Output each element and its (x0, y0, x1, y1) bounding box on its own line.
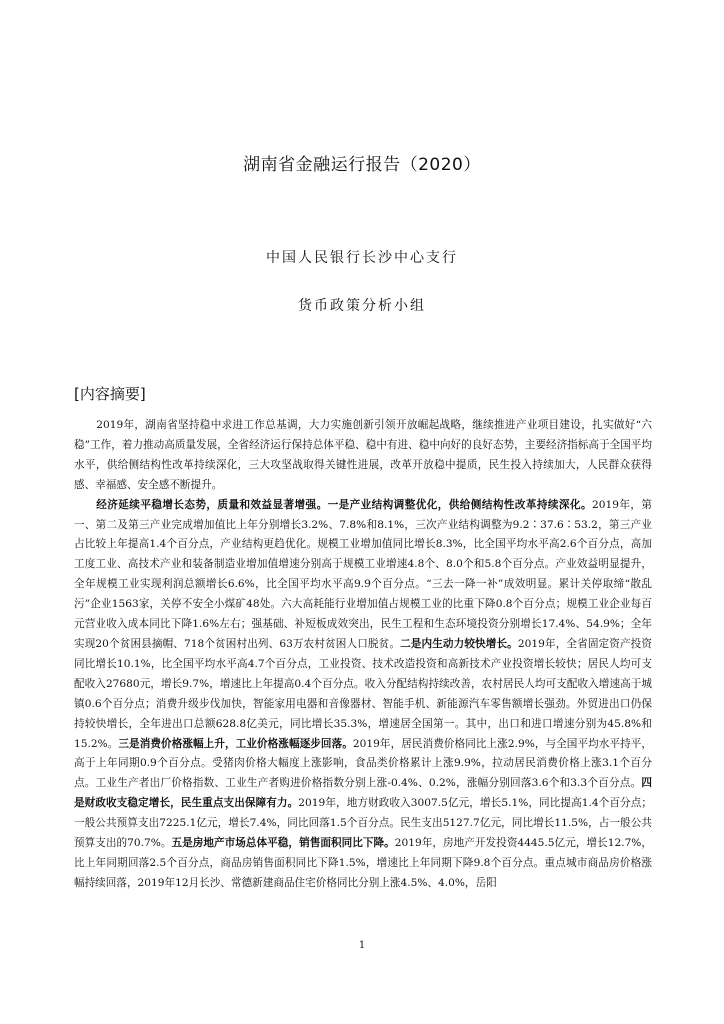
report-title: 湖南省金融运行报告（2020） (243, 155, 481, 175)
paragraph-text-3: 2019年，居民消费价格同比上涨2.9%，与全国平均水平持平，高于上年同期0.9个百分点。受猪肉价格大幅度上涨影响，食品类价格累计上涨9.9%，拉动居民消费价格上涨3.1个百分点。工业生产者出厂价格指数、工业生产者购进价格指数分别上涨-0.4%、0.2%，涨幅分别回落3.6个和3.3个百分点。 (74, 737, 653, 790)
page-number: 1 (358, 940, 366, 951)
bold-lead-3: 三是消费价格涨幅上升，工业价格涨幅逐步回落。 (118, 737, 353, 750)
bold-lead-4: 四是财政收支稳定增长，民生重点支出保障有力。 (74, 777, 652, 810)
paragraph-text-2: 2019年，全省固定资产投资同比增长10.1%，比全国平均水平高4.7个百分点，工业投资、技术改造投资和高新技术产业投资增长较快；居民人均可支配收入27680元，增长9.7%，增速比上年提高0.4个百分点。收入分配结构持续改善，农村居民人均可支配收入增速高于城镇0.6个百分点；消费升级步伐加快，智能家用电器和音像器材、智能手机、新能源汽车零售额增长强劲。外贸进出口仍保持较快增长，全年进出口总额628.8亿美元，同比增长35.3%，增速居全国第一。其中，出口和进口增速分别为45.8%和15.2%。 (74, 637, 652, 750)
bold-lead-5: 五是房地产市场总体平稳，销售面积同比下降。 (171, 837, 395, 850)
author-group: 货币政策分析小组 (298, 298, 426, 314)
bold-lead-1: 经济延续平稳增长态势，质量和效益显著增强。一是产业结构调整优化，供给侧结构性改革持续深化。 (96, 498, 592, 511)
paragraph-overview: 2019年，湖南省坚持稳中求进工作总基调，大力实施创新引领开放崛起战略，继续推进产业项目建设，扎实做好“六稳”工作，着力推动高质量发展，全省经济运行保持总体平稳、稳中有进、稳中向好的良好态势，主要经济指标高于全国平均水平，供给侧结构性改革持续深化，三大攻坚战取得关键性进展，改革开放稳中提质，民生投入持续加大，人民群众获得感、幸福感、安全感不断提升。 (74, 419, 652, 491)
paragraph-text-5: 2019年，房地产开发投资4445.5亿元，增长12.7%，比上年同期回落2.5个百分点，商品房销售面积同比下降1.5%，增速比上年同期下降9.8个百分点。重点城市商品房价格涨幅持续回落，2019年12月长沙、常德新建商品住宅价格同比分别上涨4.5%、4.0%，岳阳 (74, 837, 653, 889)
author-institution: 中国人民银行长沙中心支行 (266, 250, 458, 266)
bold-lead-2: 二是内生动力较快增长。 (400, 637, 518, 650)
paragraph-text-1: 2019年，第一、第二及第三产业完成增加值比上年分别增长3.2%、7.8%和8.1%，三次产业结构调整为9.2∶37.6∶53.2，第三产业占比较上年提高1.4个百分点，产业结构更趋优化。规模工业增加值同比增长8.3%，比全国平均水平高2.6个百分点，高加工度工业、高技术产业和装备制造业增加值增速分别高于规模工业增速4.8个、8.0个和5.8个百分点。产业效益明显提升，全年规模工业实现利润总额增长6.6%，比全国平均水平高9.9个百分点。“三去一降一补”成效明显。累计关停取缔“散乱污”企业1563家，关停不安全小煤矿48处。六大高耗能行业增加值占规模工业的比重下降0.8个百分点；规模工业企业每百元营业收入成本同比下降1.6%左右；强基础、补短板成效突出，民生工程和生态环境投资分别增长17.4%、54.9%；全年实现20个贫困县摘帽、718个贫困村出列、63万农村贫困人口脱贫。 (74, 498, 652, 650)
abstract-body (74, 416, 652, 894)
paragraph-economy (74, 496, 652, 894)
paragraph-text-4: 2019年，地方财政收入3007.5亿元，增长5.1%，同比提高1.4个百分点；一般公共预算支出7225.1亿元，增长7.4%，同比回落1.5个百分点。民生支出5127.7亿元，同比增长11.5%，占一般公共预算支出的70.7%。 (74, 797, 652, 850)
section-heading-abstract: [内容摘要] (74, 385, 146, 403)
